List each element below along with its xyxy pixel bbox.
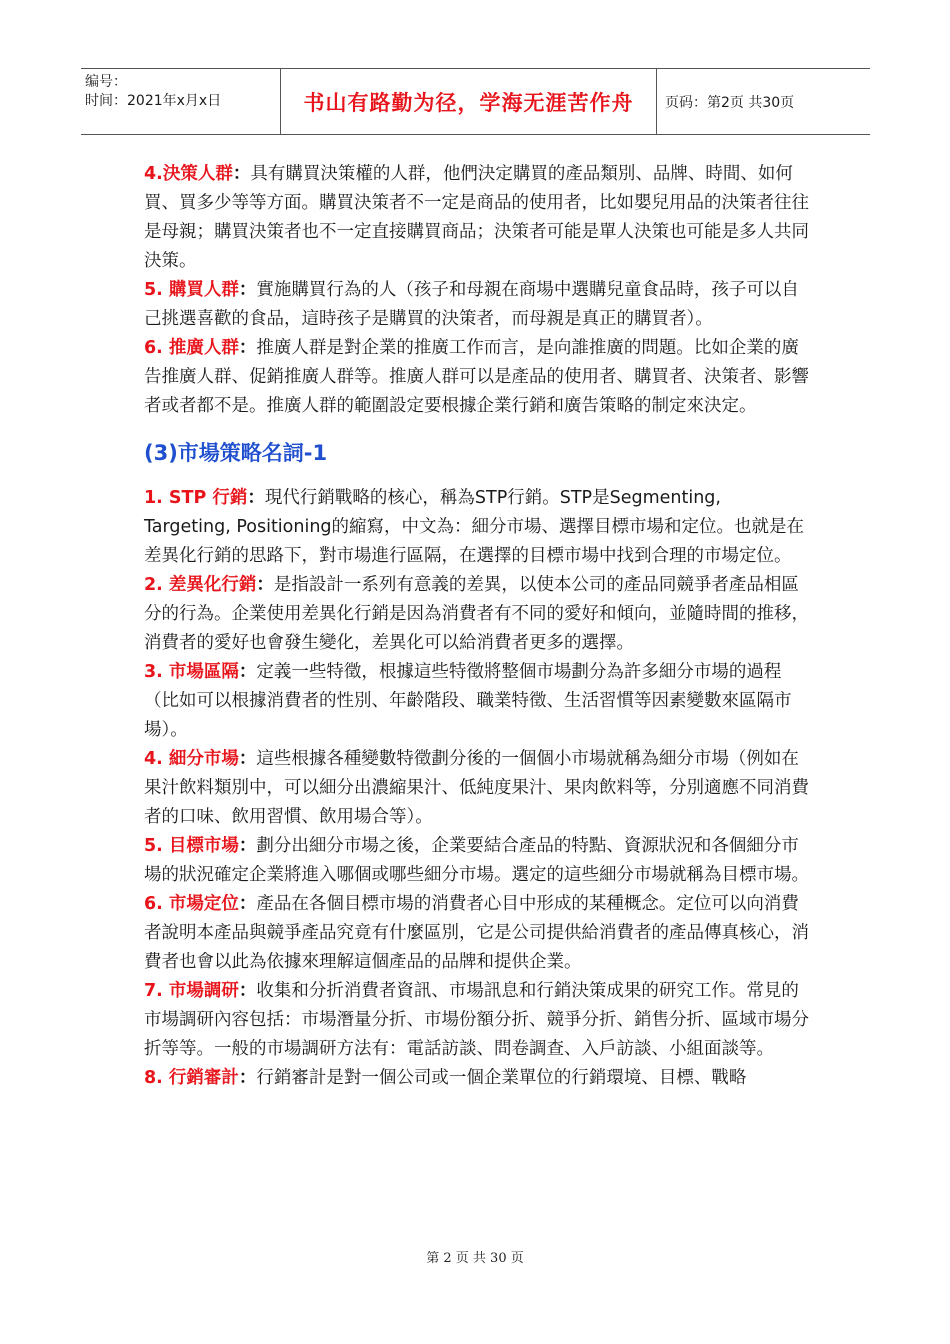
term: 1. STP 行銷: [144, 488, 248, 508]
term: 6. 推廣人群: [144, 338, 239, 358]
page-header: [81, 68, 870, 135]
definition-text: 收集和分折消費者資訊、市場訊息和行銷決策成果的研究工作。常見的市場調研內容包括：市場潛量分折、市場份額分折、競爭分折、銷售分折、區域市場分折等等。一般的市場調研方法有：電話訪談、問卷調查、入戶訪談、小組面談等。: [144, 981, 809, 1059]
term: 6. 市場定位: [144, 894, 239, 914]
term: 5. 購買人群: [144, 280, 239, 300]
term: 4. 細分市場: [144, 749, 239, 769]
definition-text: 現代行銷戰略的核心，稱為STP行銷。STP是Segmenting, Targeting, Positioning的縮寫，中文為：細分市場、選擇目標市場和定位。也就是在差異化行銷的思路下，對市場進行區隔，在選擇的目標市場中找到合理的市場定位。: [144, 488, 805, 566]
definition-paragraph: 6. 推廣人群：推廣人群是對企業的推廣工作而言，是向誰推廣的問題。比如企業的廣告推廣人群、促銷推廣人群等。推廣人群可以是產品的使用者、購買者、決策者、影響者或者都不是。推廣人群的範圍設定要根據企業行銷和廣告策略的制定來決定。: [144, 338, 809, 416]
number-label: 编号：: [85, 74, 127, 90]
header-motto-cell: [281, 69, 657, 134]
definition-paragraph: 3. 市場區隔：定義一些特徵，根據這些特徵將整個市場劃分為許多細分市場的過程（比如可以根據消費者的性別、年齡階段、職業特徵、生活習慣等因素變數來區隔市場）。: [144, 662, 792, 740]
page-info: 页码：第2页 共30页: [665, 94, 795, 111]
definition-paragraph: 4. 細分市場：這些根據各種變數特徵劃分後的一個個小市場就稱為細分市場（例如在果汁飲料類別中，可以細分出濃縮果汁、低純度果汁、果肉飲料等，分別適應不同消費者的口味、飲用習慣、飲用場合等）。: [144, 749, 809, 827]
header-meta: [81, 69, 281, 134]
definition-text: 定義一些特徵，根據這些特徵將整個市場劃分為許多細分市場的過程（比如可以根據消費者的性別、年齡階段、職業特徵、生活習慣等因素變數來區隔市場）。: [144, 662, 792, 740]
definition-text: 這些根據各種變數特徵劃分後的一個個小市場就稱為細分市場（例如在果汁飲料類別中，可以細分出濃縮果汁、低純度果汁、果肉飲料等，分別適應不同消費者的口味、飲用習慣、飲用場合等）。: [144, 749, 809, 827]
definition-paragraph: 5. 目標市場：劃分出細分市場之後，企業要結合產品的特點、資源狀況和各個細分市場的狀況確定企業將進入哪個或哪些細分市場。選定的這些細分市場就稱為目標市場。: [144, 836, 809, 885]
definition-text: 劃分出細分市場之後，企業要結合產品的特點、資源狀況和各個細分市場的狀況確定企業將進入哪個或哪些細分市場。選定的這些細分市場就稱為目標市場。: [144, 836, 809, 885]
term: 3. 市場區隔: [144, 662, 239, 682]
definition-text: 是指設計一系列有意義的差異，以使本公司的產品同競爭者產品相區分的行為。企業使用差異化行銷是因為消費者有不同的愛好和傾向，並隨時間的推移，消費者的愛好也會發生變化，差異化可以給消費者更多的選擇。: [144, 575, 809, 653]
definition-paragraph: 6. 市場定位：產品在各個目標市場的消費者心目中形成的某種概念。定位可以向消費者說明本產品與競爭產品究竟有什麼區別，它是公司提供給消費者的產品傳真核心，消費者也會以此為依據來理解這個產品的品牌和提供企業。: [144, 894, 809, 972]
definition-paragraph: 7. 市場調研：收集和分折消費者資訊、市場訊息和行銷決策成果的研究工作。常見的市場調研內容包括：市場潛量分折、市場份額分折、競爭分折、銷售分折、區域市場分折等等。一般的市場調研方法有：電話訪談、問卷調查、入戶訪談、小組面談等。: [144, 981, 809, 1059]
definition-text: 行銷審計是對一個公司或一個企業單位的行銷環境、目標、戰略: [256, 1068, 747, 1088]
definition-paragraph: 8. 行銷審計：行銷審計是對一個公司或一個企業單位的行銷環境、目標、戰略: [144, 1068, 747, 1088]
term: 5. 目標市場: [144, 836, 239, 856]
time-label: 时间：2021年x月x日: [85, 93, 222, 109]
term: 2. 差異化行銷: [144, 575, 257, 595]
definition-text: 具有購買決策權的人群，他們決定購買的產品類別、品牌、時間、如何買、買多少等等方面。購買決策者不一定是商品的使用者，比如嬰兒用品的決策者往往是母親；購買決策者也不一定直接購買商品；決策者可能是單人決策也可能是多人共同決策。: [144, 164, 809, 271]
header-page-info: [657, 69, 870, 134]
definition-paragraph: 1. STP 行銷：現代行銷戰略的核心，稱為STP行銷。STP是Segmenting, Targeting, Positioning的縮寫，中文為：細分市場、選擇目標市場和定位。也就是在差異化行銷的思路下，對市場進行區隔，在選擇的目標市場中找到合理的市場定位。: [144, 488, 805, 566]
document-body: [144, 160, 809, 1093]
definition-text: 產品在各個目標市場的消費者心目中形成的某種概念。定位可以向消費者說明本產品與競爭產品究竟有什麼區別，它是公司提供給消費者的產品傳真核心，消費者也會以此為依據來理解這個產品的品牌和提供企業。: [144, 894, 809, 972]
definition-text: 推廣人群是對企業的推廣工作而言，是向誰推廣的問題。比如企業的廣告推廣人群、促銷推廣人群等。推廣人群可以是產品的使用者、購買者、決策者、影響者或者都不是。推廣人群的範圍設定要根據企業行銷和廣告策略的制定來決定。: [144, 338, 809, 416]
section-heading: (3)市場策略名詞-1: [144, 441, 328, 465]
page-footer: 第 2 页 共 30 页: [426, 1251, 524, 1266]
definition-paragraph: 2. 差異化行銷：是指設計一系列有意義的差異，以使本公司的產品同競爭者產品相區分的行為。企業使用差異化行銷是因為消費者有不同的愛好和傾向，並隨時間的推移，消費者的愛好也會發生變化，差異化可以給消費者更多的選擇。: [144, 575, 809, 653]
term: 7. 市場調研: [144, 981, 239, 1001]
term: 4.決策人群: [144, 164, 233, 184]
definition-paragraph: 5. 購買人群：實施購買行為的人（孩子和母親在商場中選購兒童食品時，孩子可以自己挑選喜歡的食品，這時孩子是購買的決策者，而母親是真正的購買者）。: [144, 280, 799, 329]
term: 8. 行銷審計: [144, 1068, 239, 1088]
motto: 书山有路勤为径，学海无涯苦作舟: [303, 90, 634, 115]
definition-text: 實施購買行為的人（孩子和母親在商場中選購兒童食品時，孩子可以自己挑選喜歡的食品，這時孩子是購買的決策者，而母親是真正的購買者）。: [144, 280, 799, 329]
definition-paragraph: 4.決策人群：具有購買決策權的人群，他們決定購買的產品類別、品牌、時間、如何買、買多少等等方面。購買決策者不一定是商品的使用者，比如嬰兒用品的決策者往往是母親；購買決策者也不一定直接購買商品；決策者可能是單人決策也可能是多人共同決策。: [144, 164, 809, 271]
